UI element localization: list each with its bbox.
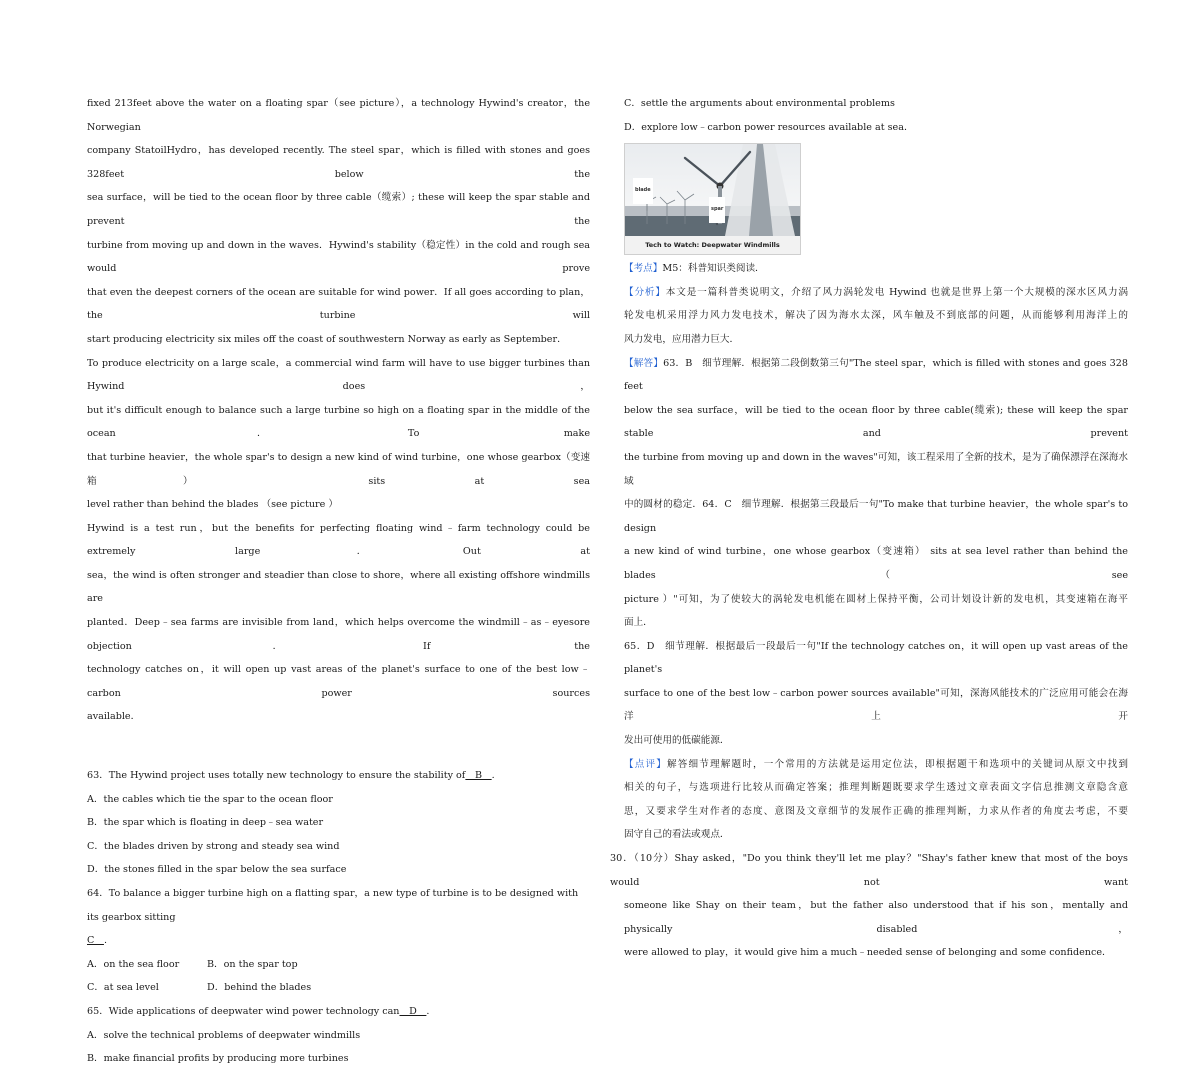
option-b: B．on the spar top [207,958,298,970]
fenxi-tag: 【分析】 [624,286,666,298]
option-a: A．solve the technical problems of deepwater windmills [87,1029,361,1041]
left-column [87,92,590,1071]
windmill-figure [624,143,801,255]
jieda-line: below the sea surface，will be tied to the ocean floor by three cable(缆索); these will keep the spar stable and prevent [624,404,1128,440]
stem-text: 63．The Hywind project uses totally new technology to ensure the stability of [87,770,466,782]
jieda-line [624,352,1128,399]
dianping-tag: 【点评】 [624,758,667,770]
question-65 [87,1000,590,1071]
option-c: C．the blades driven by strong and steady sea wind [87,840,340,852]
dianping-line [624,753,1128,777]
fenxi-text: 本文是一篇科普类说明文，介绍了风力涡轮发电 Hywind 也就是世界上第一个大规模的深水区风力涡 [665,286,1128,298]
question-stem: 64．To balance a bigger turbine high on a flatting spar，a new type of turbine is to be designed with its gearbox sitting [87,888,579,923]
option-d: D．explore low﹣carbon power resources available at sea． [624,121,914,133]
question-63 [87,764,590,882]
passage-line: sea surface，will be tied to the ocean floor by three cable（缆索）; these will keep the spar stable and prevent the [87,192,590,227]
passage-line: that even the deepest corners of the ocean are suitable for wind power．If all goes according to plan，the turbine will [87,286,590,322]
question-stem [87,764,590,788]
passage-line: but it's difficult enough to balance such a large turbine so high on a floating spar in the middle of the ocean．To make [87,404,590,440]
jieda-line: 65．D 细节理解．根据最后一段最后一句"If the technology catches on，it will open up vast areas of the planet's [624,640,1128,676]
passage-line: company StatoilHydro，has developed recently. The steel spar，which is filled with stones and goes 328feet below the [87,145,590,180]
fenxi-line [624,281,1128,305]
fenxi-line: 轮发电机采用浮力风力发电技术，解决了因为海水太深，风车触及不到底部的问题，从而能够利用海洋上的 [624,310,1128,322]
spar-label: spar [709,197,725,223]
dianping-line: 相关的句子，与选项进行比较从而确定答案；推理判断题既要求学生透过文章表面文字信息推测文章隐含意 [624,782,1128,794]
jieda-line: surface to one of the best low﹣carbon power sources available"可知，深海风能技术的广泛应用可能会在海洋上开 [624,687,1128,723]
spacer [87,729,590,764]
jieda-line: the turbine from moving up and down in the waves"可知，该工程采用了全新的技术，是为了确保漂浮在深海水域 [624,451,1128,487]
passage-line: level rather than behind the blades （see picture ） [87,499,338,511]
jieda-line: 面上． [624,617,653,629]
passage-line: start producing electricity six miles off the coast of southwestern Norway as early as September． [87,333,567,345]
fenxi-line: 风力发电，应用潜力巨大． [624,333,740,345]
dianping-line: 思，又要求学生对作者的态度、意图及文章细节的发展作正确的推理判断，力求从作者的角度去考虑，不要 [624,805,1128,817]
option-d: D．behind the blades [207,982,312,994]
jieda-text: 63．B 细节理解．根据第二段倒数第三句"The steel spar，which is filled with stones and goes 328 feet [624,357,1128,393]
passage-line: planted．Deep﹣sea farms are invisible from land，which helps overcome the windmill﹣as﹣eyesore objection．If the [87,617,590,652]
option-row [87,976,590,1000]
option-c: C．settle the arguments about environmental problems [624,98,895,109]
answer-blank: C [87,935,104,947]
jieda-line: 发出可使用的低碳能源． [624,735,730,747]
option-a: A．on the sea floor [87,958,180,970]
question-30 [610,847,1128,965]
jieda-tag: 【解答】 [624,357,664,369]
passage-line: Hywind is a test run，but the benefits for perfecting floating wind﹣farm technology could be extremely large．Out at [87,522,590,558]
passage-paragraph-3 [87,517,590,729]
passage-line: fixed 213feet above the water on a floating spar（see picture），a technology Hywind's creator，the Norwegian [87,98,590,133]
passage-line: available． [87,711,141,723]
answer-blank: B [465,770,492,782]
kaodian-text: M5：科普知识类阅读． [662,263,765,275]
fenxi-section [624,281,1128,352]
option-d: D．the stones filled in the spar below the sea surface [87,864,347,876]
jieda-line: 中的圆材的稳定．64．C 细节理解．根据第三段最后一句"To make that turbine heavier，the whole spar's to design [624,499,1128,534]
stem-text: 65．Wide applications of deepwater wind power technology can [87,1005,400,1017]
passage-line: that turbine heavier，the whole spar's to design a new kind of wind turbine，one whose gearbox（变速箱） sits at sea [87,451,590,487]
passage-line: To produce electricity on a large scale，a commercial wind farm will have to use bigger turbines than Hywind does， [87,357,590,393]
option-b: B．the spar which is floating in deep﹣sea water [87,817,324,829]
stem-end: . [491,770,495,782]
passage-paragraph-2 [87,352,590,517]
passage-line: sea，the wind is often stronger and steadier than close to shore，where all existing offshore windmills are [87,569,590,605]
jieda-line: picture ）"可知，为了使较大的涡轮发电机能在圆材上保持平衡，公司计划设计新的发电机，其变速箱在海平 [624,593,1128,605]
kaodian-tag: 【考点】 [624,263,663,275]
dianping-text: 解答细节理解题时，一个常用的方法就是运用定位法，即根据题干和选项中的关键词从原文中找到 [667,758,1129,770]
jieda-section [624,352,1128,753]
stem-end: . [103,935,107,947]
dianping-line: 固守自己的看法或观点． [624,829,730,841]
answer-blank: D [399,1005,427,1017]
option-b: B．make financial profits by producing more turbines [87,1053,349,1065]
q30-line: someone like Shay on their team，but the father also understood that if his son，mentally and physically disabled， [624,900,1128,935]
passage-line: technology catches on，it will open up vast areas of the planet's surface to one of the best low﹣carbon power sources [87,664,590,699]
option-row [87,953,590,977]
question-stem-cont [87,929,590,953]
jieda-line: a new kind of wind turbine，one whose gearbox（变速箱） sits at sea level rather than behind the blades （see [624,546,1128,581]
q30-line: 30．（10分）Shay asked，"Do you think they'll let me play？"Shay's father knew that most of the boys would not want [610,853,1128,888]
blade-label: blade [633,178,653,204]
passage-line: turbine from moving up and down in the waves．Hywind's stability（稳定性）in the cold and rough sea would prove [87,239,590,275]
passage-paragraph-1 [87,92,590,352]
stem-end: . [426,1005,430,1017]
q30-line: were allowed to play，it would give him a much﹣needed sense of belonging and some confidence． [624,947,1112,959]
question-stem [87,1000,590,1024]
right-column [610,92,1129,965]
option-a: A．the cables which tie the spar to the ocean floor [87,793,333,805]
dianping-section [624,753,1128,847]
question-64 [87,882,590,1000]
option-c: C．at sea level [87,982,159,994]
figure-caption: Tech to Watch: Deepwater Windmills [625,236,800,254]
kaodian-section [624,257,1128,281]
